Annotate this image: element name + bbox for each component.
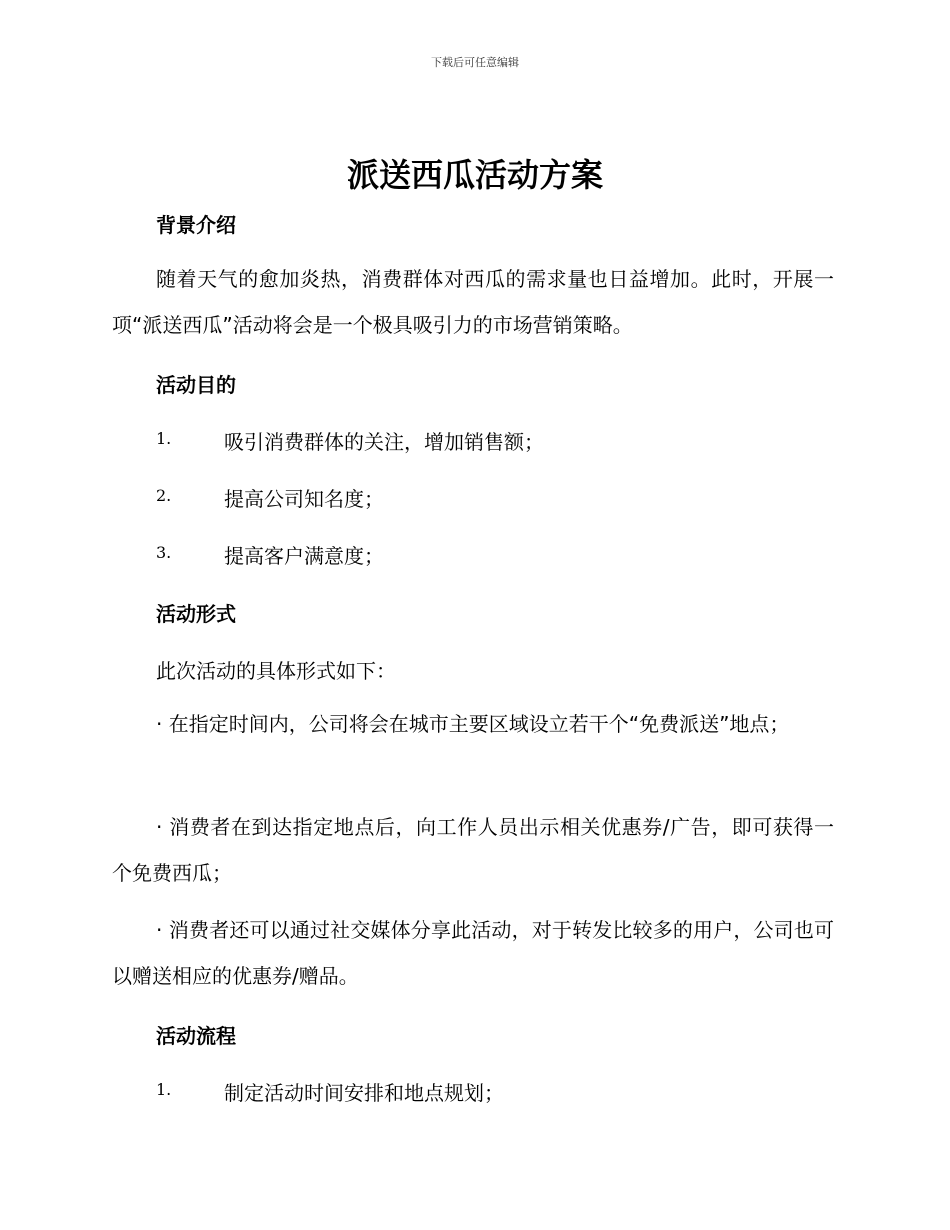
background-paragraph: 随着天气的愈加炎热，消费群体对西瓜的需求量也日益增加。此时，开展一项“派送西瓜”活动将会是一个极具吸引力的市场营销策略。 [112,267,834,337]
list-number: 3. [156,543,172,562]
section-heading-purpose: 活动目的 [156,373,236,397]
section-heading-background: 背景介绍 [156,213,236,237]
form-bullet-1: · 在指定时间内，公司将会在城市主要区域设立若干个“免费派送”地点； [156,712,790,736]
list-item [156,426,836,456]
list-item [156,1077,836,1107]
list-number: 2. [156,486,172,505]
list-text: 提高客户满意度； [224,544,384,568]
header-note: 下载后可任意编辑 [431,56,519,69]
list-item [156,540,836,570]
list-number: 1. [156,429,172,448]
section-heading-form: 活动形式 [156,602,236,626]
list-text: 吸引消费群体的关注，增加销售额； [224,430,544,454]
list-item [156,483,836,513]
list-text: 制定活动时间安排和地点规划； [224,1081,504,1105]
form-bullet-3: · 消费者还可以通过社交媒体分享此活动，对于转发比较多的用户，公司也可以赠送相应的优惠券/赠品。 [112,918,834,988]
list-number: 1. [156,1080,172,1099]
document-title: 派送西瓜活动方案 [346,156,603,194]
form-bullet-2: · 消费者在到达指定地点后，向工作人员出示相关优惠券/广告，即可获得一个免费西瓜； [112,815,834,885]
form-intro: 此次活动的具体形式如下： [156,659,396,683]
section-heading-process: 活动流程 [156,1024,236,1048]
list-text: 提高公司知名度； [224,487,384,511]
